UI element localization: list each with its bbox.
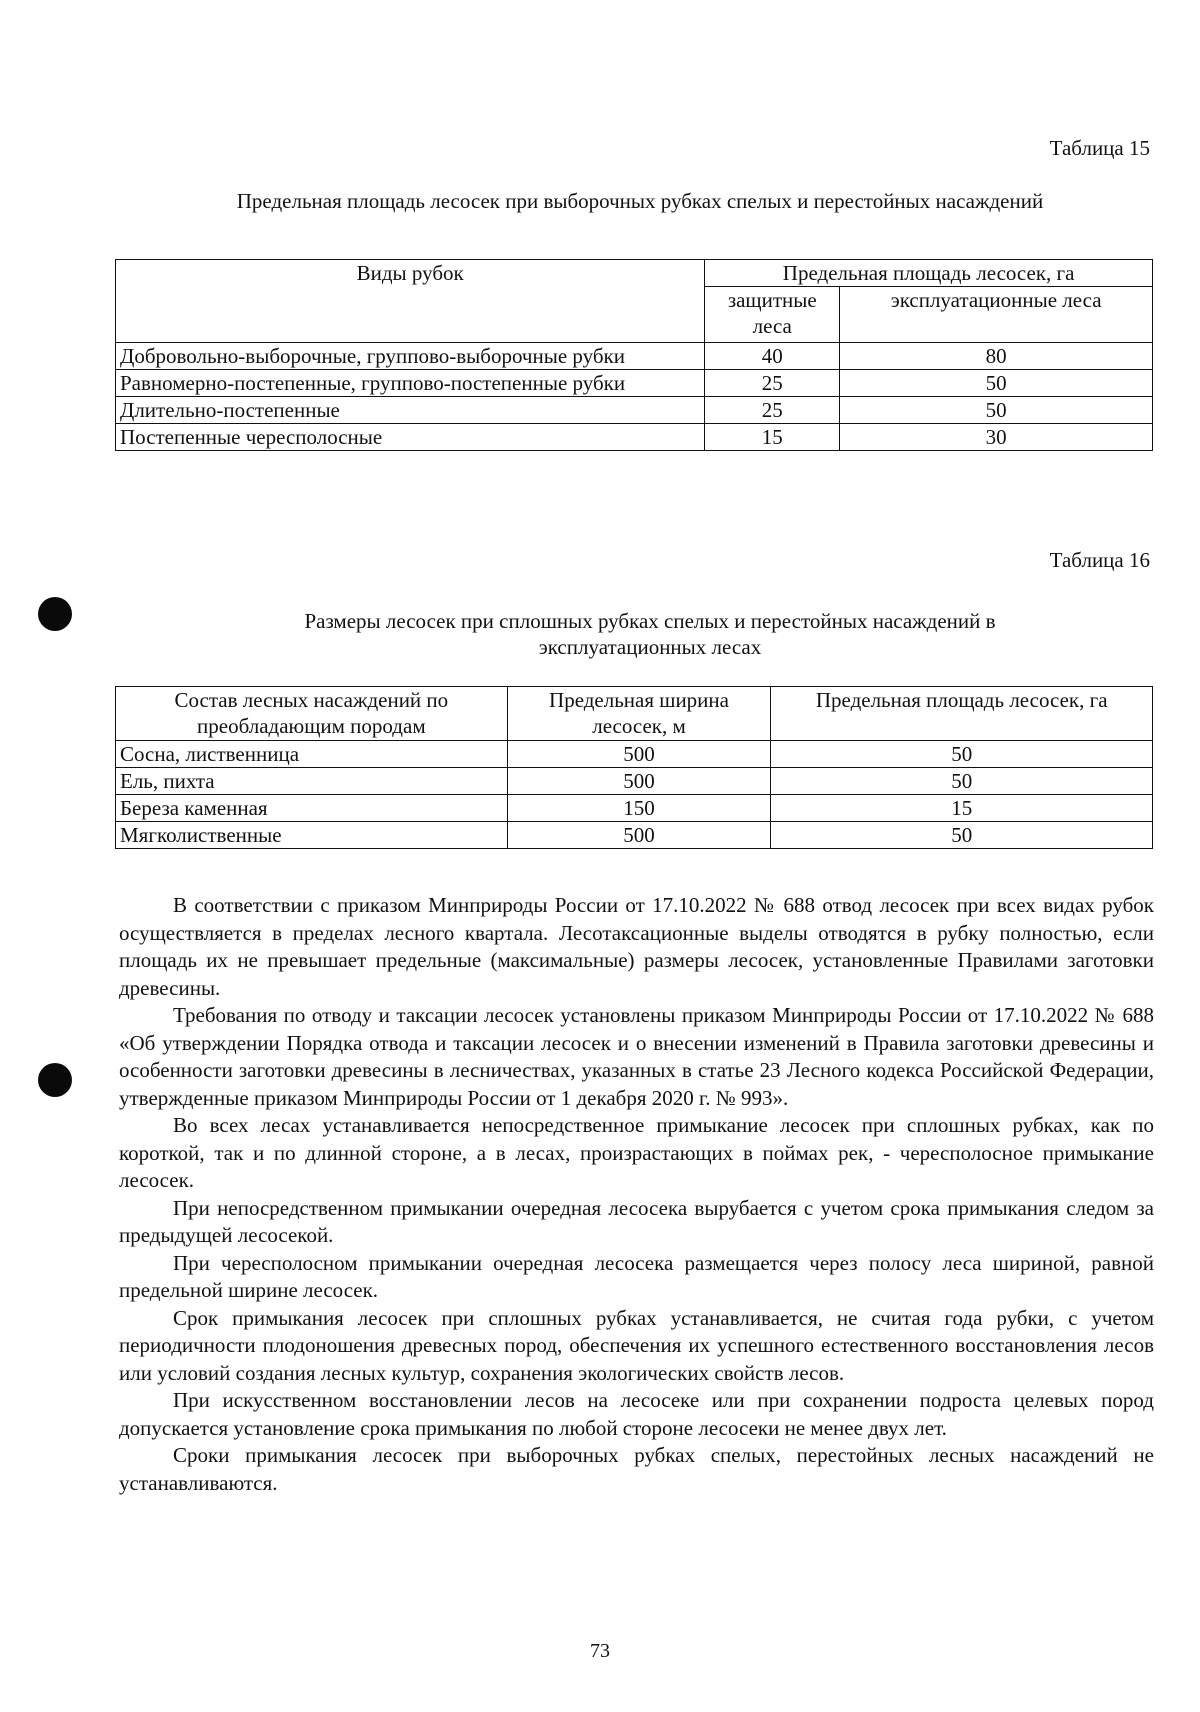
table16-cell-species: Сосна, лиственница [116,741,508,768]
table-row [116,424,1153,451]
table16-title: Размеры лесосек при сплошных рубках спелых и перестойных насаждений в эксплуатационных лесах [304,609,996,659]
table16-cell-species: Мягколиственные [116,822,508,849]
paragraph: При непосредственном примыкании очередная лесосека вырубается с учетом срока примыкания следом за предыдущей лесосекой. [119,1195,1154,1247]
table-row [116,795,1153,822]
table15-header-exploitation: эксплуатационные леса [840,287,1153,343]
table16-cell-area: 50 [771,741,1153,768]
table15-cell-exploitation: 50 [840,370,1153,397]
table15-header-area: Предельная площадь лесосек, га [705,260,1153,287]
table16-cell-width: 150 [507,795,771,822]
table16-label: Таблица 16 [1049,548,1150,572]
table15-cell-exploitation: 50 [840,397,1153,424]
table16-cell-width: 500 [507,741,771,768]
paragraph: В соответствии с приказом Минприроды России от 17.10.2022 № 688 отвод лесосек при всех видах рубок осуществляется в пределах лесного квартала. Лесотаксационные выделы отводятся в рубку полностью, если площадь их не превышает предельные (максимальные) размеры лесосек, установленные Правилами заготовки древесины. [119,893,1154,1000]
table16-cell-width: 500 [507,822,771,849]
paragraph: При чересполосном примыкании очередная лесосека размещается через полосу леса шириной, равной предельной ширине лесосек. [119,1250,1154,1302]
table-row [116,768,1153,795]
table15-cell-type: Длительно-постепенные [116,397,705,424]
table16-header-area: Предельная площадь лесосек, га [771,687,1153,741]
table-row [116,397,1153,424]
table16-header-species: Состав лесных насаждений по преобладающим породам [116,687,508,741]
table15-cell-exploitation: 80 [840,343,1153,370]
punch-hole-icon [38,597,72,631]
table-row [116,370,1153,397]
table16-cell-species: Ель, пихта [116,768,508,795]
table16-cell-area: 50 [771,822,1153,849]
paragraph: Требования по отводу и таксации лесосек установлены приказом Минприроды России от 17.10.2022 № 688 «Об утверждении Порядка отвода и таксации лесосек и о внесении изменений в Правила заготовки древесины и особенности заготовки древесины в лесничествах, указанных в статье 23 Лесного кодекса Российской Федерации, утвержденные приказом Минприроды России от 1 декабря 2020 г. № 993». [119,1003,1154,1110]
page-number: 73 [590,1640,610,1662]
punch-hole-icon [38,1063,72,1097]
table16-cell-species: Береза каменная [116,795,508,822]
table15-label: Таблица 15 [1049,136,1150,160]
table-row [116,343,1153,370]
table16-cell-area: 15 [771,795,1153,822]
table-row [116,741,1153,768]
table15-cell-protective: 15 [705,424,840,451]
table15-cell-type: Равномерно-постепенные, группово-постепенные рубки [116,370,705,397]
table15-cell-protective: 25 [705,397,840,424]
table15-cell-protective: 25 [705,370,840,397]
table-row [116,822,1153,849]
table15-header-protective: защитные леса [705,287,840,343]
table15 [115,259,1153,451]
table15-cell-type: Постепенные чересполосные [116,424,705,451]
table15-cell-exploitation: 30 [840,424,1153,451]
table16 [115,686,1153,849]
table15-cell-type: Добровольно-выборочные, группово-выборочные рубки [116,343,705,370]
body-text [119,892,1154,1497]
table15-title: Предельная площадь лесосек при выборочных рубках спелых и перестойных насаждений [236,189,1044,213]
table15-cell-protective: 40 [705,343,840,370]
paragraph: При искусственном восстановлении лесов на лесосеке или при сохранении подроста целевых пород допускается установление срока примыкания по любой стороне лесосеки не менее двух лет. [119,1388,1154,1440]
table16-cell-area: 50 [771,768,1153,795]
paragraph: Сроки примыкания лесосек при выборочных рубках спелых, перестойных лесных насаждений не устанавливаются. [119,1443,1154,1495]
table16-header-width: Предельная ширина лесосек, м [507,687,771,741]
table16-cell-width: 500 [507,768,771,795]
table15-header-type: Виды рубок [116,260,705,343]
paragraph: Срок примыкания лесосек при сплошных рубках устанавливается, не считая года рубки, с учетом периодичности плодоношения древесных пород, обеспечения их успешного естественного восстановления лесов или условий создания лесных культур, сохранения экологических свойств лесов. [119,1305,1154,1385]
paragraph: Во всех лесах устанавливается непосредственное примыкание лесосек при сплошных рубках, как по короткой, так и по длинной стороне, а в лесах, произрастающих в поймах рек, - чересполосное примыкание лесосек. [119,1113,1154,1192]
